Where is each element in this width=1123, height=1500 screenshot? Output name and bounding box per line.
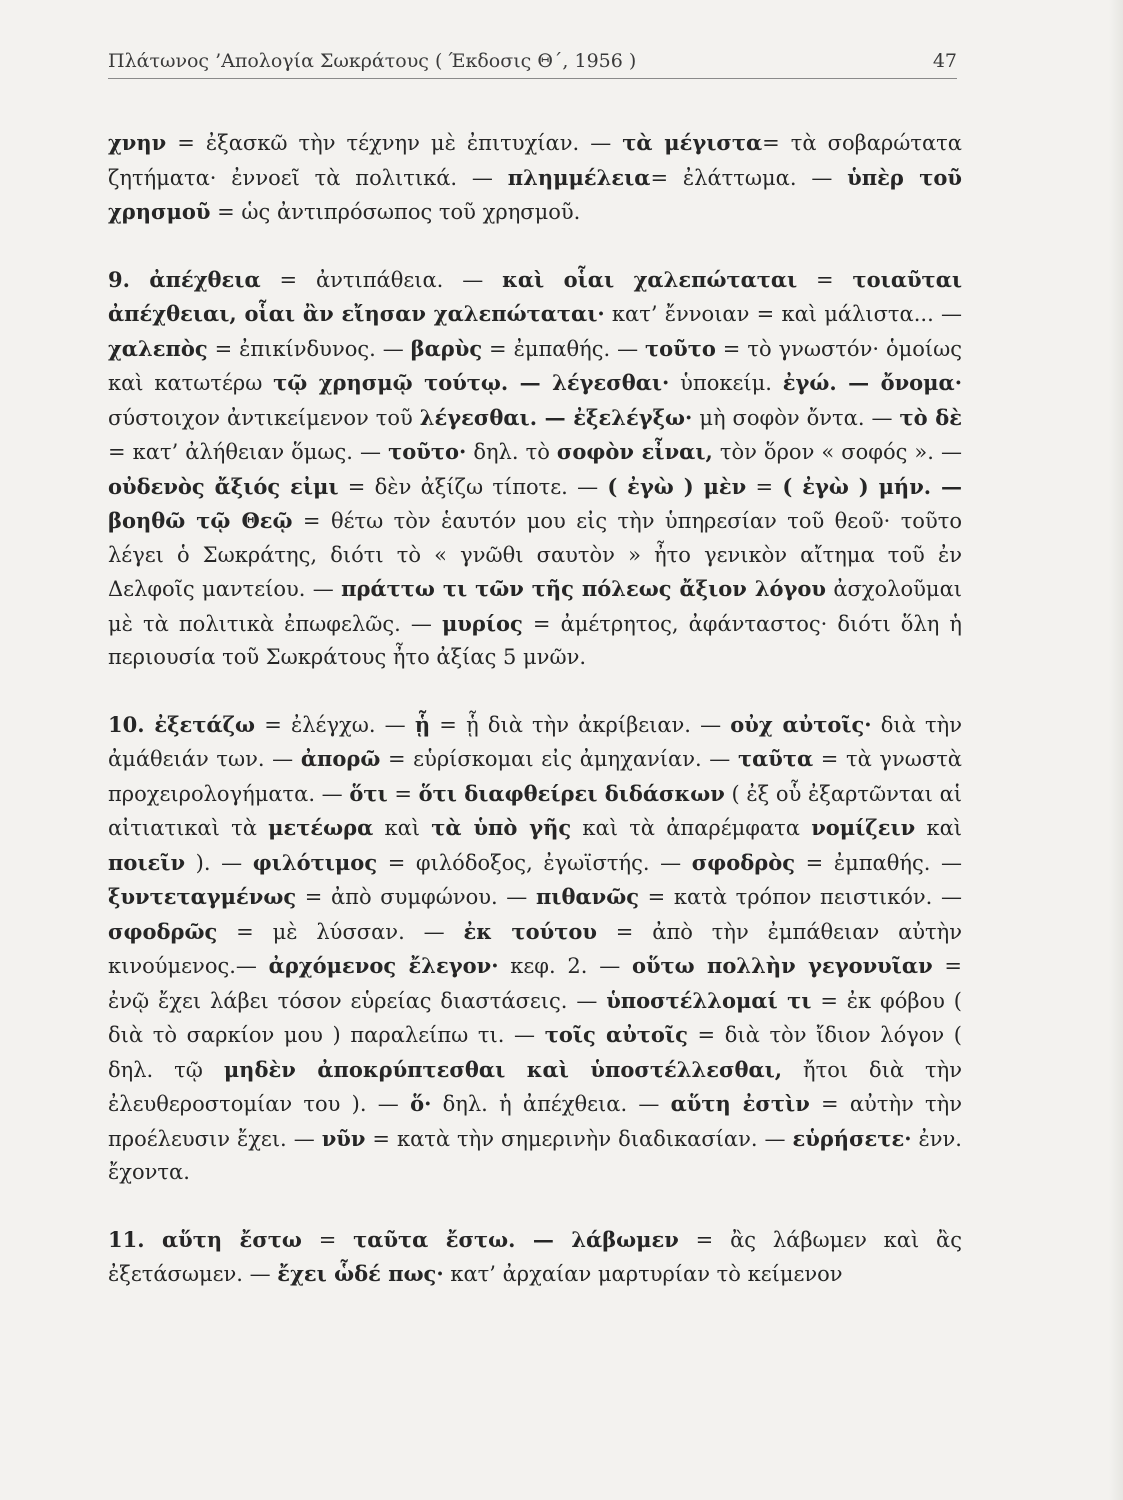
running-header <box>108 50 957 79</box>
term: φιλότιμος <box>252 849 378 875</box>
term: 10. <box>108 711 155 737</box>
term: τοῦτο· <box>388 439 467 464</box>
gloss: ὑποκείμ. <box>669 371 783 395</box>
term: ἐξετάζω <box>154 711 256 737</box>
page-body <box>108 126 962 1292</box>
term: βαρὺς <box>410 335 483 361</box>
term: ( ἐγὼ ) μὲν <box>607 473 747 499</box>
term: ἐγώ. — ὄνομα· <box>782 370 962 395</box>
gloss: ἤτοι διὰ τὴν ἐλευθεροστομίαν του ). — <box>108 1057 962 1116</box>
gloss: = ἀμέτρητος, ἀφάνταστος· διότι ὅλη ἡ περιουσία τοῦ Σωκράτους ἦτο ἀξίας 5 μνῶν. <box>108 611 963 669</box>
term: ἔχει ὧδέ πως· <box>277 1261 444 1286</box>
gloss: = τὰ γνωστὰ προχειρολογήματα. — <box>108 747 962 806</box>
gloss: = ἐλάττωμα. — <box>650 165 848 190</box>
paragraph-continuation <box>108 126 962 230</box>
term: σφοδρὸς <box>691 849 795 875</box>
term: πράττω τι τῶν τῆς πόλεως ἄξιον λόγου <box>341 576 826 601</box>
gloss: δηλ. ἡ ἀπέχθεια. — <box>431 1092 671 1116</box>
gloss: = εὑρίσκομαι εἰς ἀμηχανίαν. — <box>380 747 738 771</box>
gloss: καὶ <box>373 816 432 840</box>
term: εὑρήσετε· <box>792 1125 912 1151</box>
gloss: = ᾗ διὰ τὴν ἀκρίβειαν. — <box>430 712 731 737</box>
gloss: καὶ τὰ ἀπαρέμφατα <box>571 816 812 840</box>
term: πιθανῶς <box>535 884 639 909</box>
gloss: μὴ σοφὸν ὄντα. — <box>692 405 900 430</box>
gloss: = ἐλέγχω. — <box>255 712 415 737</box>
term: λέγεσθαι. — ἐξελέγξω· <box>419 404 693 430</box>
term: νομίζειν <box>811 815 916 840</box>
paragraph-section-9 <box>108 263 962 675</box>
term: μηδὲν ἀποκρύπτεσθαι καὶ ὑποστέλλεσθαι, <box>223 1056 783 1082</box>
term: ταῦτα <box>737 746 814 771</box>
term: τὰ μέγιστα <box>622 130 763 155</box>
paragraph-section-10 <box>108 708 962 1190</box>
gloss: = τὰ σοβαρώτατα ζητήματα· ἐννοεῖ τὰ πολιτικά. — <box>108 131 962 190</box>
term: πλημμέλεια <box>507 164 651 190</box>
gloss: = <box>797 267 853 292</box>
term: χνην <box>108 130 167 155</box>
gloss: ). — <box>185 850 253 875</box>
gloss: = φιλόδοξος, ἐγωϊστής. — <box>377 850 692 875</box>
term: καὶ οἷαι χαλεπώταται <box>502 266 798 292</box>
gloss: = θέτω τὸν ἑαυτόν μου εἰς τὴν ὑπηρεσίαν τοῦ θεοῦ· τοῦτο λέγει ὁ Σωκράτης, διότι τὸ « γνῶθι σαυτὸν » ἦτο γενικὸν αἴτημα τοῦ ἐν Δελφοῖς μαντείου. — <box>108 509 962 601</box>
gloss: δηλ. τὸ <box>466 440 557 464</box>
term: ποιεῖν <box>108 849 186 875</box>
term: ταῦτα ἔστω. — λάβωμεν <box>353 1226 679 1252</box>
gloss: = ὡς ἀντιπρόσωπος τοῦ χρησμοῦ. <box>210 200 581 224</box>
term: ἐκ τούτου <box>463 918 597 944</box>
term: τοιαῦται ἀπέχθειαι, οἷαι ἂν εἴησαν χαλεπώταται· <box>108 266 963 326</box>
term: ἀπέχθεια <box>149 266 261 292</box>
gloss: = ἐπικίνδυνος. — <box>207 336 411 361</box>
gloss: ( ἐξ οὗ ἐξαρτῶνται αἱ αἰτιατικαὶ τὰ <box>108 781 963 840</box>
header-title: Πλάτωνος ’Απολογία Σωκράτους ( Έκδοσις Θ΄, 1956 ) <box>108 50 637 72</box>
gloss: = <box>301 1227 354 1252</box>
term: σφοδρῶς <box>108 918 218 944</box>
gloss: κατ’ ἔννοιαν = καὶ μάλιστα... — <box>604 302 962 326</box>
term: οὐδενὸς ἄξιός εἰμι <box>108 473 339 499</box>
gloss: ἀσχολοῦμαι μὲ τὰ πολιτικὰ ἐπωφελῶς. — <box>108 577 962 636</box>
gloss: διὰ τὴν ἀμάθειάν των. — <box>108 712 962 771</box>
gloss: = ἐκ φόβου ( διὰ τὸ σαρκίον μου ) παραλείπω τι. — <box>108 988 962 1047</box>
term: ᾗ <box>414 711 431 737</box>
gloss: = ἀπὸ συμφώνου. — <box>296 885 536 909</box>
term: αὕτη ἐστὶν <box>670 1091 810 1116</box>
term: ὅ· <box>410 1091 432 1116</box>
gloss: = ἐμπαθής. — <box>482 336 646 361</box>
term: ( ἐγὼ ) μήν. — βοηθῶ τῷ Θεῷ <box>108 473 962 533</box>
term: οὕτω πολλὴν γεγονυῖαν <box>631 953 933 978</box>
gloss: = κατ’ ἀλήθειαν ὅμως. — <box>108 440 389 464</box>
gloss: σύστοιχον ἀντικείμενον τοῦ <box>108 405 420 430</box>
page-edge-shadow <box>1109 0 1123 1500</box>
term: ὑπὲρ τοῦ χρησμοῦ <box>108 164 962 224</box>
gloss: = ἐξασκῶ τὴν τέχνην μὲ ἐπιτυχίαν. — <box>166 131 623 155</box>
term: ἀρχόμενος ἔλεγον· <box>268 953 499 978</box>
term: ὑποστέλλομαί τι <box>606 987 812 1013</box>
gloss: τὸν ὅρον « σοφός ». — <box>712 440 963 464</box>
gloss: = μὲ λύσσαν. — <box>217 919 464 944</box>
term: τὰ ὑπὸ γῆς <box>431 815 572 840</box>
term: τοῖς αὐτοῖς <box>544 1022 688 1047</box>
page-number: 47 <box>932 50 957 72</box>
gloss: = <box>387 781 419 806</box>
term: 11. <box>108 1226 162 1252</box>
gloss: κατ’ ἀρχαίαν μαρτυρίαν τὸ κείμενον <box>443 1262 843 1286</box>
paragraph-section-11 <box>108 1223 962 1292</box>
term: ἀπορῶ <box>300 746 381 771</box>
gloss: = ἐνῷ ἔχει λάβει τόσον εὑρείας διαστάσεις. — <box>108 954 962 1013</box>
term: μετέωρα <box>268 815 374 840</box>
gloss: = κατὰ τρόπον πειστικόν. — <box>639 885 962 909</box>
term: τοῦτο <box>645 335 716 361</box>
gloss: = κατὰ τὴν σημερινὴν διαδικασίαν. — <box>365 1126 793 1151</box>
gloss: καὶ <box>915 816 963 840</box>
gloss: = ἀπὸ τὴν ἐμπάθειαν αὐτὴν κινούμενος.— <box>108 919 962 978</box>
gloss: = ἐμπαθής. — <box>795 850 962 875</box>
gloss: = δὲν ἀξίζω τίποτε. — <box>338 474 608 499</box>
gloss: = ἂς λάβωμεν καὶ ἂς ἐξετάσωμεν. — <box>108 1227 962 1286</box>
term: ὅτι <box>349 780 388 806</box>
term: μυρίος <box>441 610 523 636</box>
term: τῷ χρησμῷ τούτῳ. — λέγεσθαι· <box>273 370 670 395</box>
term: νῦν <box>321 1125 366 1151</box>
gloss: = <box>746 474 783 499</box>
term: 9. <box>108 266 150 292</box>
term: ὅτι διαφθείρει διδάσκων <box>418 780 725 806</box>
gloss: κεφ. 2. — <box>498 954 632 978</box>
gloss: = ἀντιπάθεια. — <box>260 267 503 292</box>
term: ξυντεταγμένως <box>108 884 297 909</box>
gloss: = διὰ τὸν ἴδιον λόγον ( δηλ. τῷ <box>108 1023 963 1082</box>
term: τὸ δὲ <box>899 404 962 430</box>
gloss: = τὸ γνωστόν· ὁμοίως καὶ κατωτέρω <box>108 336 963 395</box>
term: αὕτη ἔστω <box>161 1226 302 1252</box>
term: οὐχ αὐτοῖς· <box>730 711 872 737</box>
gloss: ἐνν. ἔχοντα. <box>108 1126 962 1184</box>
term: χαλεπὸς <box>108 335 208 361</box>
term: σοφὸν εἶναι, <box>556 439 713 464</box>
gloss: = αὐτὴν τὴν προέλευσιν ἔχει. — <box>108 1092 963 1151</box>
